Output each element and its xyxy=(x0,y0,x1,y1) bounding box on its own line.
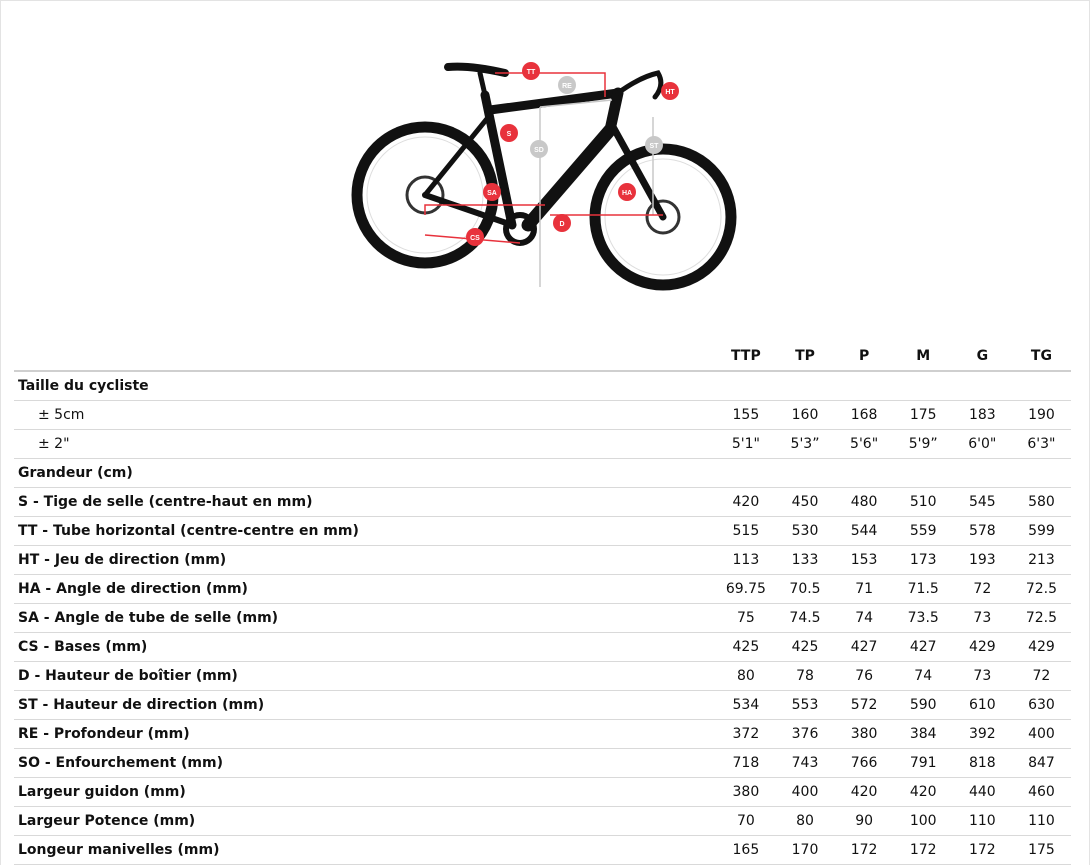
cell-value: 6'0" xyxy=(953,430,1012,459)
cell-value: 847 xyxy=(1012,749,1071,778)
tt-badge xyxy=(522,62,540,80)
cell-value: 73.5 xyxy=(894,604,953,633)
svg-text:HA: HA xyxy=(621,190,633,197)
cell-value: 69.75 xyxy=(716,575,775,604)
row-label: ST - Hauteur de direction (mm) xyxy=(14,691,716,720)
cell-value: 718 xyxy=(716,749,775,778)
cell-value: 213 xyxy=(1012,546,1071,575)
cell-value: 372 xyxy=(716,720,775,749)
cell-value: 110 xyxy=(953,807,1012,836)
cell-value: 72.5 xyxy=(1012,604,1071,633)
cell-value xyxy=(953,459,1012,488)
section-row xyxy=(14,371,1071,401)
table-row xyxy=(14,807,1071,836)
cell-value: 5'3” xyxy=(775,430,834,459)
svg-text:TT: TT xyxy=(526,69,536,76)
cell-value: 376 xyxy=(775,720,834,749)
cell-value: 545 xyxy=(953,488,1012,517)
cell-value: 168 xyxy=(835,401,894,430)
cell-value: 183 xyxy=(953,401,1012,430)
cell-value: 160 xyxy=(775,401,834,430)
cell-value: 400 xyxy=(1012,720,1071,749)
cell-value: 450 xyxy=(775,488,834,517)
cell-value: 553 xyxy=(775,691,834,720)
row-label: ± 5cm xyxy=(14,401,716,430)
table-row xyxy=(14,778,1071,807)
cell-value: 818 xyxy=(953,749,1012,778)
cell-value: 578 xyxy=(953,517,1012,546)
table-row xyxy=(14,517,1071,546)
cell-value xyxy=(1012,371,1071,401)
cell-value: 440 xyxy=(953,778,1012,807)
cell-value: 74 xyxy=(835,604,894,633)
geometry-table xyxy=(14,342,1071,865)
row-label: Longeur manivelles (mm) xyxy=(14,836,716,865)
svg-text:HT: HT xyxy=(665,89,675,96)
cell-value: 5'9” xyxy=(894,430,953,459)
cell-value: 110 xyxy=(1012,807,1071,836)
cell-value: 90 xyxy=(835,807,894,836)
cell-value: 429 xyxy=(1012,633,1071,662)
ht-badge xyxy=(661,82,679,100)
table-row xyxy=(14,604,1071,633)
row-label: Largeur Potence (mm) xyxy=(14,807,716,836)
cell-value: 70.5 xyxy=(775,575,834,604)
cell-value xyxy=(1012,459,1071,488)
cell-value: 510 xyxy=(894,488,953,517)
size-header: TG xyxy=(1012,342,1071,371)
cell-value: 5'1" xyxy=(716,430,775,459)
cell-value xyxy=(775,459,834,488)
d-badge xyxy=(553,214,571,232)
cell-value: 6'3" xyxy=(1012,430,1071,459)
cell-value: 610 xyxy=(953,691,1012,720)
cell-value: 193 xyxy=(953,546,1012,575)
row-label: HA - Angle de direction (mm) xyxy=(14,575,716,604)
cell-value: 400 xyxy=(775,778,834,807)
table-row xyxy=(14,430,1071,459)
table-row xyxy=(14,662,1071,691)
cell-value: 559 xyxy=(894,517,953,546)
cell-value: 172 xyxy=(835,836,894,865)
cell-value: 175 xyxy=(894,401,953,430)
cell-value: 590 xyxy=(894,691,953,720)
cell-value: 392 xyxy=(953,720,1012,749)
cell-value: 427 xyxy=(894,633,953,662)
cell-value: 72 xyxy=(1012,662,1071,691)
cell-value: 165 xyxy=(716,836,775,865)
row-label: S - Tige de selle (centre-haut en mm) xyxy=(14,488,716,517)
table-row xyxy=(14,401,1071,430)
cell-value: 530 xyxy=(775,517,834,546)
row-label: SA - Angle de tube de selle (mm) xyxy=(14,604,716,633)
cell-value: 80 xyxy=(716,662,775,691)
table-row xyxy=(14,488,1071,517)
table-row xyxy=(14,575,1071,604)
cell-value: 71.5 xyxy=(894,575,953,604)
svg-text:SA: SA xyxy=(487,190,497,197)
cell-value xyxy=(716,459,775,488)
cell-value: 78 xyxy=(775,662,834,691)
cell-value xyxy=(775,371,834,401)
cell-value xyxy=(894,371,953,401)
row-label: ± 2" xyxy=(14,430,716,459)
table-row xyxy=(14,749,1071,778)
table-row xyxy=(14,546,1071,575)
row-label: Largeur guidon (mm) xyxy=(14,778,716,807)
svg-text:D: D xyxy=(559,221,565,228)
cell-value: 791 xyxy=(894,749,953,778)
row-label: D - Hauteur de boîtier (mm) xyxy=(14,662,716,691)
cell-value: 74.5 xyxy=(775,604,834,633)
row-label: HT - Jeu de direction (mm) xyxy=(14,546,716,575)
sa-badge xyxy=(483,183,501,201)
table-row xyxy=(14,836,1071,865)
cell-value: 425 xyxy=(716,633,775,662)
cell-value xyxy=(953,371,1012,401)
cell-value: 515 xyxy=(716,517,775,546)
row-label: CS - Bases (mm) xyxy=(14,633,716,662)
cell-value: 133 xyxy=(775,546,834,575)
row-label: SO - Enfourchement (mm) xyxy=(14,749,716,778)
cell-value: 429 xyxy=(953,633,1012,662)
cell-value: 427 xyxy=(835,633,894,662)
s-badge xyxy=(500,124,518,142)
cell-value: 73 xyxy=(953,604,1012,633)
cell-value: 420 xyxy=(894,778,953,807)
row-label: RE - Profondeur (mm) xyxy=(14,720,716,749)
cell-value: 380 xyxy=(835,720,894,749)
cell-value: 572 xyxy=(835,691,894,720)
cell-value: 173 xyxy=(894,546,953,575)
cell-value: 72.5 xyxy=(1012,575,1071,604)
cell-value: 75 xyxy=(716,604,775,633)
size-header-row xyxy=(14,342,1071,371)
cell-value xyxy=(835,459,894,488)
cell-value: 172 xyxy=(894,836,953,865)
cell-value: 170 xyxy=(775,836,834,865)
svg-text:CS: CS xyxy=(470,235,480,242)
svg-text:S: S xyxy=(506,131,512,138)
cell-value: 70 xyxy=(716,807,775,836)
table-row xyxy=(14,720,1071,749)
cell-value xyxy=(835,371,894,401)
cell-value: 766 xyxy=(835,749,894,778)
cell-value: 599 xyxy=(1012,517,1071,546)
size-header: TTP xyxy=(716,342,775,371)
svg-text:SD: SD xyxy=(534,147,544,154)
cell-value: 5'6" xyxy=(835,430,894,459)
cell-value: 384 xyxy=(894,720,953,749)
cell-value: 113 xyxy=(716,546,775,575)
cell-value: 72 xyxy=(953,575,1012,604)
cell-value: 100 xyxy=(894,807,953,836)
cell-value: 420 xyxy=(835,778,894,807)
cell-value: 420 xyxy=(716,488,775,517)
table-row xyxy=(14,691,1071,720)
cell-value: 175 xyxy=(1012,836,1071,865)
cell-value: 460 xyxy=(1012,778,1071,807)
table-row xyxy=(14,633,1071,662)
cell-value xyxy=(716,371,775,401)
svg-text:RE: RE xyxy=(562,83,572,90)
cell-value: 73 xyxy=(953,662,1012,691)
sd-badge xyxy=(530,140,548,158)
cell-value: 544 xyxy=(835,517,894,546)
cell-value: 155 xyxy=(716,401,775,430)
size-header: G xyxy=(953,342,1012,371)
re-badge xyxy=(558,76,576,94)
header-empty xyxy=(14,342,716,371)
section-row xyxy=(14,459,1071,488)
cell-value: 190 xyxy=(1012,401,1071,430)
cell-value: 534 xyxy=(716,691,775,720)
row-label: Taille du cycliste xyxy=(14,371,716,401)
size-header: TP xyxy=(775,342,834,371)
st-badge xyxy=(645,136,663,154)
size-header: M xyxy=(894,342,953,371)
row-label: Grandeur (cm) xyxy=(14,459,716,488)
cell-value: 74 xyxy=(894,662,953,691)
bike-geometry-diagram xyxy=(340,55,750,295)
cell-value: 71 xyxy=(835,575,894,604)
cell-value: 172 xyxy=(953,836,1012,865)
cell-value: 425 xyxy=(775,633,834,662)
cell-value: 76 xyxy=(835,662,894,691)
cell-value: 80 xyxy=(775,807,834,836)
row-label: TT - Tube horizontal (centre-centre en mm) xyxy=(14,517,716,546)
cell-value: 580 xyxy=(1012,488,1071,517)
cell-value: 743 xyxy=(775,749,834,778)
cell-value xyxy=(894,459,953,488)
cell-value: 630 xyxy=(1012,691,1071,720)
svg-text:ST: ST xyxy=(649,143,659,150)
cell-value: 153 xyxy=(835,546,894,575)
size-header: P xyxy=(835,342,894,371)
cs-badge xyxy=(466,228,484,246)
cell-value: 480 xyxy=(835,488,894,517)
cell-value: 380 xyxy=(716,778,775,807)
ha-badge xyxy=(618,183,636,201)
